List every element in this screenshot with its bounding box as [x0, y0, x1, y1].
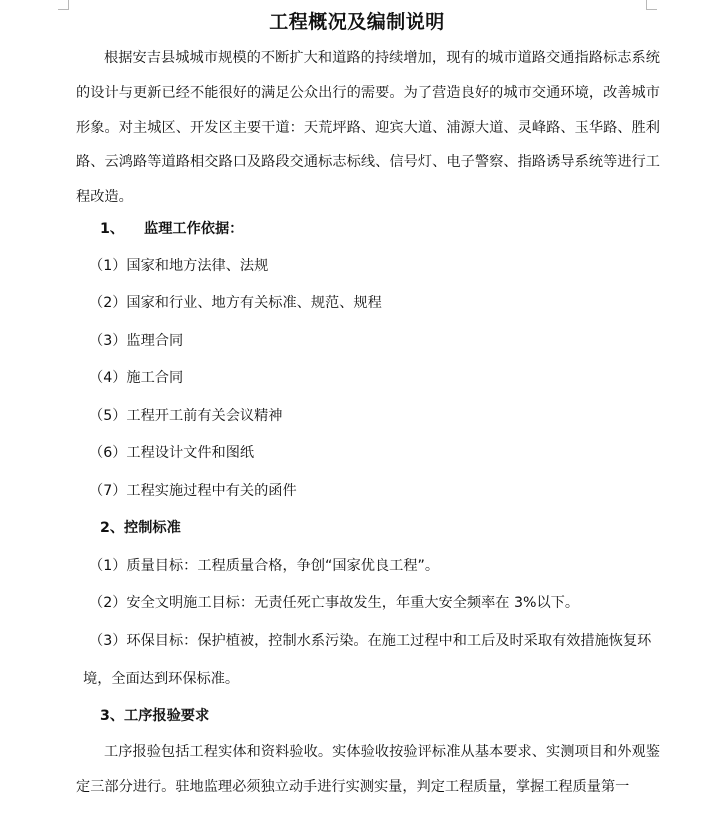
section-2-heading: 2、控制标准: [100, 520, 181, 536]
basis-item-5: （5）工程开工前有关会议精神: [89, 408, 283, 424]
section-1-title: 监理工作依据：: [144, 221, 244, 237]
section-1-number: 1、: [100, 221, 125, 237]
basis-item-3: （3）监理合同: [89, 333, 184, 349]
section-1-heading: [100, 217, 243, 241]
standard-item-3: （3）环保目标：保护植被，控制水系污染。在施工过程中和工后及时采取有效措施恢复环境，全面达到环保标准。: [83, 633, 652, 687]
basis-item-1: （1）国家和地方法律、法规: [89, 258, 269, 274]
document-title: 工程概况及编制说明: [269, 11, 445, 33]
basis-item-2: （2）国家和行业、地方有关标准、规范、规程: [89, 295, 382, 311]
intro-paragraph: 根据安吉县城城市规模的不断扩大和道路的持续增加，现有的城市道路交通指路标志系统的设计与更新已经不能很好的满足公众出行的需要。为了营造良好的城市交通环境，改善城市形象。对主城区、开发区主要干道：天荒坪路、迎宾大道、浦源大道、灵峰路、玉华路、胜利路、云鸿路等道路相交路口及路段交通标志标线、信号灯、电子警察、指路诱导系统等进行工程改造。: [76, 50, 660, 206]
standard-item-1: （1）质量目标：工程质量合格，争创“国家优良工程”。: [89, 558, 440, 574]
section-3-heading: 3、工序报验要求: [100, 708, 210, 724]
section-3-paragraph: 工序报验包括工程实体和资料验收。实体验收按验评标准从基本要求、实测项目和外观鉴定三部分进行。驻地监理必须独立动手进行实测实量，判定工程质量，掌握工程质量第一: [76, 744, 660, 795]
basis-item-6: （6）工程设计文件和图纸: [89, 445, 255, 461]
standard-item-2: （2）安全文明施工目标：无责任死亡事故发生，年重大安全频率在 3%以下。: [89, 595, 580, 611]
basis-item-4: （4）施工合同: [89, 370, 184, 386]
basis-item-7: （7）工程实施过程中有关的函件: [89, 483, 297, 499]
